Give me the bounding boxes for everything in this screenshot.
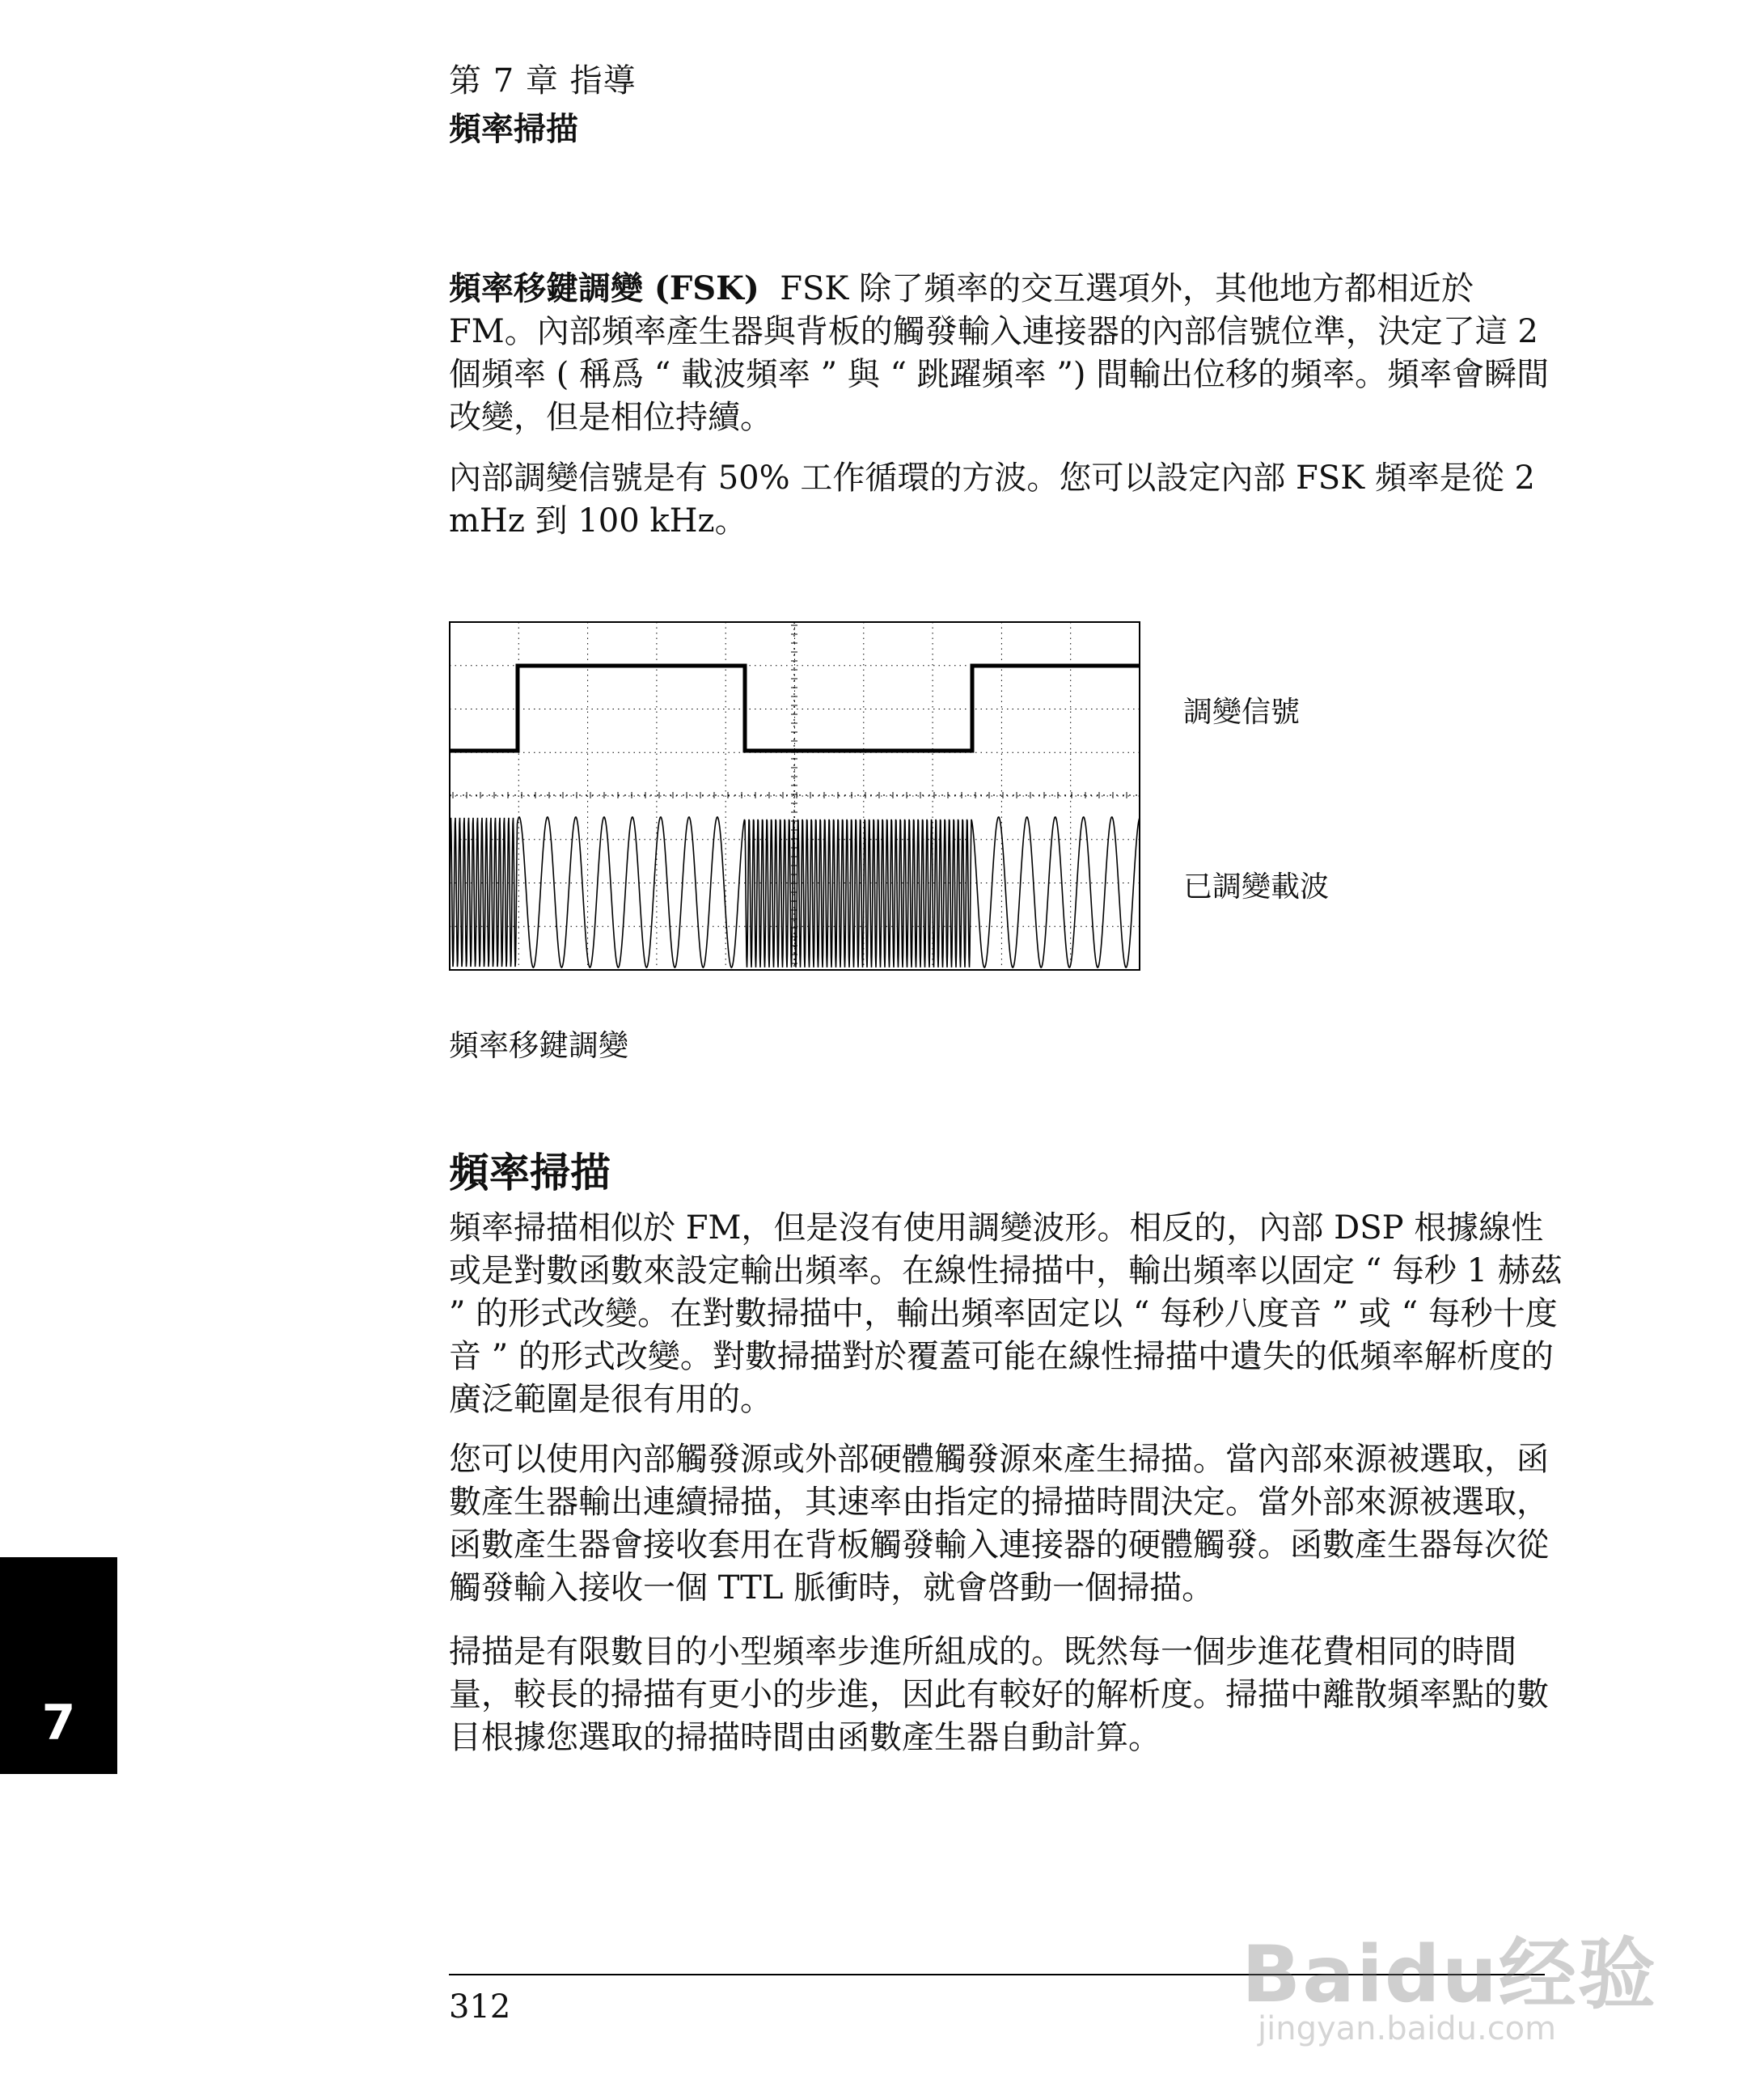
chapter-tab [0, 1557, 117, 1774]
sweep-paragraph-1: 頻率掃描相似於 FM，但是沒有使用調變波形。相反的，內部 DSP 根據線性或是對數函數來設定輸出頻率。在線性掃描中，輸出頻率以固定 “ 每秒 1 赫茲 ” 的形式改變。在對數掃描中，輸出頻率固定以 “ 每秒八度音 ” 或 “ 每秒十度音 ” 的形式改變。對數掃描對於覆蓋可能在線性掃描中遺失的低頻率解析度的廣泛範圍是很有用的。 [449, 1209, 1563, 1418]
sweep-paragraph-3: 掃描是有限數目的小型頻率步進所組成的。既然每一個步進花費相同的時間量，較長的掃描有更小的步進，因此有較好的解析度。掃描中離散頻率點的數目根據您選取的掃描時間由函數產生器自動計算。 [449, 1633, 1549, 1756]
watermark [1242, 1836, 1662, 2047]
chapter-tab-number: 7 [41, 1695, 76, 1751]
watermark-logo: Baidu经验 [1242, 1929, 1657, 2020]
sweep-heading: 頻率掃描 [449, 1149, 611, 1196]
modulating-signal-label: 調變信號 [1183, 696, 1301, 729]
page-number: 312 [449, 1988, 511, 2026]
fsk-oscilloscope-figure [449, 621, 1140, 971]
sweep-paragraph-2: 您可以使用內部觸發源或外部硬體觸發源來產生掃描。當內部來源被選取，函數產生器輸出連續掃描，其速率由指定的掃描時間決定。當外部來源被選取，函數產生器會接收套用在背板觸發輸入連接器的硬體觸發。函數產生器每次從觸發輸入接收一個 TTL 脈衝時，就會啓動一個掃描。 [449, 1441, 1549, 1607]
fsk-paragraph [449, 267, 1565, 439]
figure-caption: 頻率移鍵調變 [449, 1028, 628, 1063]
fsk-term: 頻率移鍵調變 (FSK) [449, 269, 759, 307]
watermark-url: jingyan.baidu.com [1258, 2010, 1557, 2047]
chapter-header: 第 7 章 指導 [449, 62, 637, 99]
modulated-carrier-label: 已調變載波 [1183, 870, 1330, 904]
fsk-range-paragraph: 內部調變信號是有 50% 工作循環的方波。您可以設定內部 FSK 頻率是從 2 mHz 到 100 kHz。 [449, 459, 1535, 540]
section-header: 頻率掃描 [449, 111, 578, 148]
fsk-text: FSK 除了頻率的交互選項外，其他地方都相近於 FM。內部頻率產生器與背板的觸發輸入連接器的內部信號位準，決定了這 2 個頻率 ( 稱爲 “ 載波頻率 ” 與 “ 跳躍頻率 ”) 間輸出位移的頻率。頻率會瞬間改變，但是相位持續。 [449, 270, 1550, 436]
